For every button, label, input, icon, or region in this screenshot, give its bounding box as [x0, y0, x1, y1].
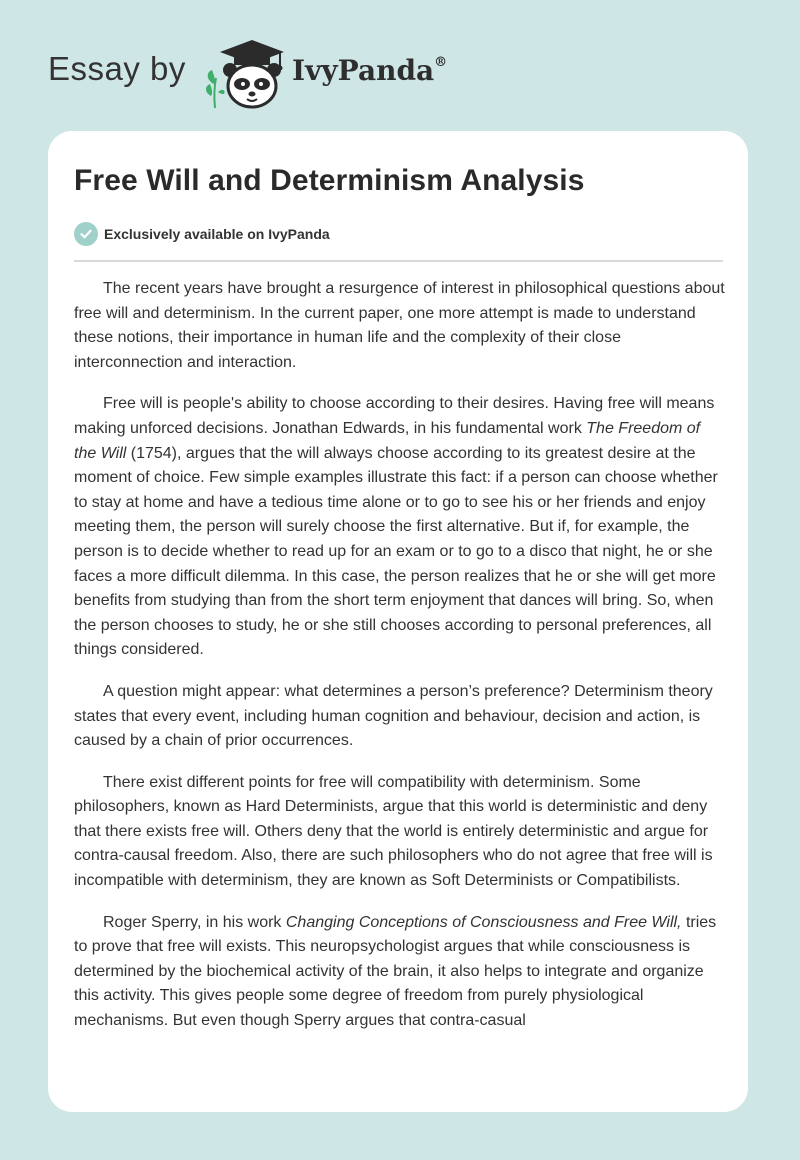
work-title: The Freedom of the Will [74, 419, 701, 462]
essay-by-label: Essay by [48, 50, 186, 87]
paragraph: A question might appear: what determines a person’s preference? Determinism theory states that every event, including human cognition and behaviour, decision and action, is caused by a chain of prior occurrences. [74, 682, 713, 750]
site-header [48, 32, 548, 112]
paragraph: Free will is people's ability to choose according to their desires. Having free will means making unforced decisions. Jonathan Edwards, in his fundamental work The Freedom of the Will (1754), argues that the will always choose according to its greatest desire at the moment of choice. Few simple examples illustrate this fact: if a person can choose whether to stay at home and have a tedious time alone or to go to see his or her friends and enjoy meeting them, the person will surely choose the first alternative. But if, for example, the person is to decide whether to read up for an exam or to go to a disco that night, he or she faces a more difficult dilemma. In this case, the person realizes that he or she will get more benefits from studying than from the short term enjoyment that dances will bring. So, when the person chooses to study, he or she still chooses according to personal preferences, all things considered. [74, 395, 718, 659]
page-title: Free Will and Determinism Analysis [74, 164, 585, 197]
paragraph: Roger Sperry, in his work Changing Conceptions of Consciousness and Free Will, tries to prove that free will exists. This neuropsychologist argues that while consciousness is determined by the biochemical activity of the brain, it also helps to integrate and organize this activity. This gives people some degree of freedom from purely physiological mechanisms. But even though Sperry argues that contra-casual [74, 913, 717, 1030]
brand-name[interactable]: IvyPanda® [292, 54, 448, 87]
check-icon [74, 222, 98, 246]
exclusive-label: Exclusively available on IvyPanda [104, 226, 330, 242]
work-title: Changing Conceptions of Consciousness and Free Will, [285, 913, 682, 931]
paragraph: There exist different points for free will compatibility with determinism. Some philosophers, known as Hard Determinists, argue that this world is deterministic and deny that there exists free will. Others deny that the world is entirely deterministic and argue for contra-causal freedom. Also, there are such philosophers who do not agree that free will is incompatible with determinism, they are known as Soft Determinists or Compatibilists. [74, 773, 713, 890]
exclusive-badge [74, 222, 330, 246]
essay-body [74, 277, 726, 1051]
ivypanda-logo-icon[interactable] [202, 34, 288, 110]
paragraph: The recent years have brought a resurgence of interest in philosophical questions about free will and determinism. In the current paper, one more attempt is made to understand these notions, their importance in human life and the complexity of their close interconnection and interaction. [74, 280, 725, 371]
registered-mark: ® [434, 54, 448, 70]
essay-card [48, 131, 748, 1112]
divider [74, 260, 723, 262]
